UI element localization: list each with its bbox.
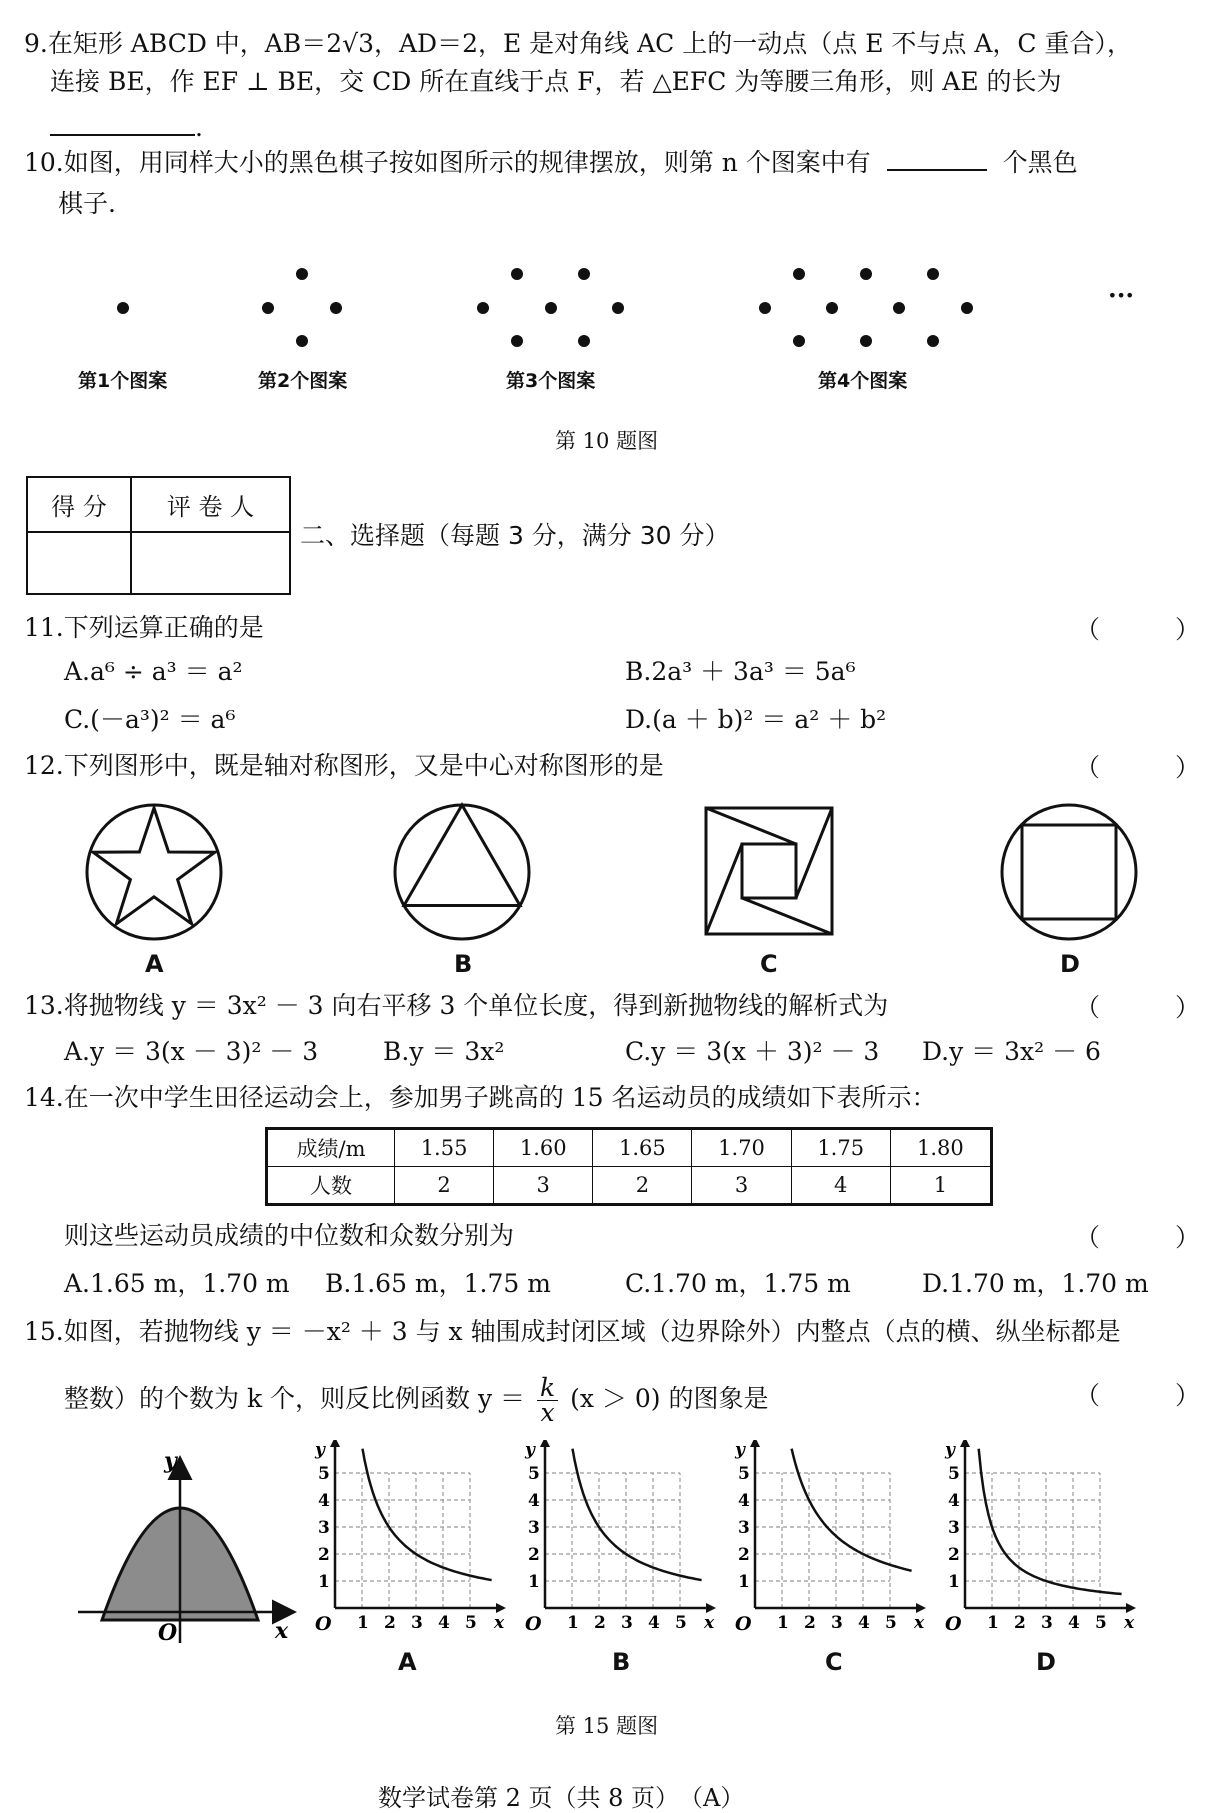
q13-option-a: A.y ＝ 3(x － 3)² － 3 — [64, 1037, 319, 1066]
table-cell: 4 — [791, 1167, 890, 1205]
q15-graph-a — [305, 1440, 510, 1644]
q13-option-b: B.y ＝ 3x² — [383, 1037, 505, 1066]
x-tick-label: 1 — [987, 1613, 999, 1633]
q12-label-a: A — [145, 950, 164, 978]
axis-y-label: y — [735, 1440, 745, 1460]
origin-label: O — [945, 1613, 962, 1635]
q15-graph-c — [725, 1440, 930, 1644]
q12-stem: 12.下列图形中，既是轴对称图形，又是中心对称图形的是 — [24, 751, 664, 780]
q15-line2b: (x ＞ 0) 的图象是 — [570, 1384, 769, 1413]
score-box-grader-cell[interactable] — [131, 532, 290, 594]
q15-label-b: B — [612, 1648, 631, 1676]
pattern-4-dots — [759, 268, 973, 347]
reciprocal-graph — [515, 1440, 720, 1640]
q14-table — [265, 1127, 993, 1206]
table-cell: 1.75 — [791, 1129, 890, 1167]
pattern-3-dots — [477, 268, 624, 347]
q9-line1: 9.在矩形 ABCD 中，AB＝2√3，AD＝2，E 是对角线 AC 上的一动点（点 E 不与点 A，C 重合）， — [24, 29, 1132, 58]
table-cell: 3 — [692, 1167, 791, 1205]
q15-fraction-numerator: k — [537, 1376, 558, 1401]
table-cell: 2 — [593, 1167, 692, 1205]
pattern-1-dots — [117, 302, 129, 314]
q14-question: 则这些运动员成绩的中位数和众数分别为 — [64, 1221, 515, 1250]
q11-option-b: B.2a³ ＋ 3a³ ＝ 5a⁶ — [625, 657, 856, 686]
reciprocal-curve — [363, 1449, 492, 1580]
table-cell: 3 — [494, 1167, 593, 1205]
table-cell: 人数 — [267, 1167, 395, 1205]
y-tick-label: 4 — [318, 1491, 330, 1511]
q9-answer-line — [50, 110, 203, 146]
q13-option-d: D.y ＝ 3x² － 6 — [922, 1037, 1101, 1066]
x-tick-label: 1 — [357, 1613, 369, 1633]
reciprocal-graph — [725, 1440, 930, 1640]
q14-answer-paren[interactable]: （ ） — [1075, 1223, 1201, 1252]
x-axis-arrow — [706, 1603, 716, 1613]
table-cell: 1.70 — [692, 1129, 791, 1167]
origin-label: O — [735, 1613, 752, 1635]
x-tick-label: 4 — [648, 1613, 660, 1633]
q11-stem: 11.下列运算正确的是 — [24, 613, 264, 642]
y-tick-label: 4 — [528, 1491, 540, 1511]
axis-y-label: y — [315, 1440, 325, 1460]
q14-option-a: A.1.65 m，1.70 m — [64, 1269, 290, 1298]
score-box — [26, 476, 291, 595]
q11-option-a: A.a⁶ ÷ a³ ＝ a² — [64, 657, 243, 686]
q14-option-b: B.1.65 m，1.75 m — [325, 1269, 551, 1298]
axis-y-label: y — [164, 1448, 177, 1474]
x-tick-label: 2 — [384, 1613, 396, 1633]
x-tick-label: 2 — [804, 1613, 816, 1633]
y-tick-label: 1 — [528, 1572, 540, 1592]
q12-figures — [0, 795, 1220, 945]
x-tick-label: 3 — [831, 1613, 843, 1633]
axis-x-label: x — [704, 1613, 715, 1633]
q15-label-d: D — [1036, 1648, 1056, 1676]
x-tick-label: 5 — [1095, 1613, 1107, 1633]
y-tick-label: 4 — [738, 1491, 750, 1511]
section2-title: 二、选择题（每题 3 分，满分 30 分） — [300, 521, 730, 550]
y-tick-label: 5 — [948, 1464, 960, 1484]
q15-graph-b — [515, 1440, 720, 1644]
y-tick-label: 3 — [318, 1518, 330, 1538]
y-tick-label: 4 — [948, 1491, 960, 1511]
q10-caption-3: 第3个图案 — [506, 370, 596, 392]
q10-caption-1: 第1个图案 — [78, 370, 168, 392]
x-tick-label: 3 — [1041, 1613, 1053, 1633]
q10-pattern-figure — [0, 220, 1220, 360]
q15-graph-d — [935, 1440, 1140, 1644]
q15-parabola-figure — [70, 1448, 300, 1648]
star-in-circle-shape — [87, 805, 221, 939]
table-cell: 1.55 — [395, 1129, 494, 1167]
axis-x-label: x — [494, 1613, 505, 1633]
x-tick-label: 1 — [777, 1613, 789, 1633]
x-tick-label: 5 — [465, 1613, 477, 1633]
axis-y-label: y — [525, 1440, 535, 1460]
x-axis-arrow — [916, 1603, 926, 1613]
q12-label-d: D — [1060, 950, 1080, 978]
y-tick-label: 5 — [318, 1464, 330, 1484]
x-tick-label: 4 — [438, 1613, 450, 1633]
q10-caption-4: 第4个图案 — [818, 370, 908, 392]
page-footer: 数学试卷第 2 页（共 8 页） （A） — [378, 1784, 745, 1812]
origin-label: O — [525, 1613, 542, 1635]
y-tick-label: 5 — [528, 1464, 540, 1484]
q14-table-row-score — [267, 1129, 992, 1167]
y-tick-label: 3 — [528, 1518, 540, 1538]
x-tick-label: 5 — [885, 1613, 897, 1633]
q15-fraction — [537, 1373, 558, 1427]
y-tick-label: 3 — [948, 1518, 960, 1538]
q14-table-row-count — [267, 1167, 992, 1205]
score-box-score-cell[interactable] — [27, 532, 131, 594]
y-tick-label: 1 — [318, 1572, 330, 1592]
x-tick-label: 2 — [1014, 1613, 1026, 1633]
q10-answer-blank[interactable] — [887, 149, 987, 171]
y-tick-label: 1 — [948, 1572, 960, 1592]
q14-stem: 14.在一次中学生田径运动会上，参加男子跳高的 15 名运动员的成绩如下表所示： — [24, 1083, 937, 1112]
y-tick-label: 5 — [738, 1464, 750, 1484]
q9-answer-blank[interactable] — [50, 114, 195, 136]
q14-option-d: D.1.70 m，1.70 m — [922, 1269, 1149, 1298]
reciprocal-graph — [935, 1440, 1140, 1640]
q12-label-c: C — [760, 950, 778, 978]
x-tick-label: 4 — [1068, 1613, 1080, 1633]
score-box-col2: 评 卷 人 — [131, 477, 290, 532]
table-cell: 2 — [395, 1167, 494, 1205]
q15-answer-paren[interactable]: （ ） — [1075, 1381, 1201, 1410]
square-in-circle-shape — [1002, 805, 1136, 939]
q15-line1: 15.如图，若抛物线 y ＝ －x² ＋ 3 与 x 轴围成封闭区域（边界除外）内整点（点的横、纵坐标都是 — [24, 1317, 1121, 1346]
q12-answer-paren[interactable]: （ ） — [1075, 753, 1201, 782]
y-tick-label: 2 — [528, 1545, 540, 1565]
axis-y-label: y — [945, 1440, 955, 1460]
q10-line1a: 10.如图，用同样大小的黑色棋子按如图所示的规律摆放，则第 n 个图案中有 — [24, 148, 871, 177]
square-pinwheel-shape — [706, 808, 832, 934]
q11-option-c: C.(－a³)² ＝ a⁶ — [64, 705, 236, 734]
q10-line1b: 个黑色 — [1002, 148, 1078, 177]
q12-label-b: B — [454, 950, 473, 978]
origin-label: O — [315, 1613, 332, 1635]
q13-option-c: C.y ＝ 3(x ＋ 3)² － 3 — [625, 1037, 880, 1066]
q9-end: . — [195, 113, 203, 142]
q10-line1 — [24, 145, 1078, 181]
x-axis-arrow — [1126, 1603, 1136, 1613]
table-cell: 1 — [890, 1167, 991, 1205]
q11-option-d: D.(a ＋ b)² ＝ a² ＋ b² — [625, 705, 887, 734]
q11-answer-paren[interactable]: （ ） — [1075, 615, 1201, 644]
x-tick-label: 5 — [675, 1613, 687, 1633]
q14-option-c: C.1.70 m，1.75 m — [625, 1269, 851, 1298]
x-tick-label: 2 — [594, 1613, 606, 1633]
reciprocal-graph — [305, 1440, 510, 1640]
x-tick-label: 3 — [411, 1613, 423, 1633]
q10-caption-2: 第2个图案 — [258, 370, 348, 392]
q15-label-c: C — [825, 1648, 843, 1676]
q10-ellipsis: ··· — [1108, 281, 1135, 310]
table-cell: 1.65 — [593, 1129, 692, 1167]
reciprocal-curve — [573, 1449, 702, 1580]
y-axis-arrow — [540, 1440, 550, 1447]
y-tick-label: 2 — [318, 1545, 330, 1565]
y-tick-label: 2 — [948, 1545, 960, 1565]
q13-stem: 13.将抛物线 y ＝ 3x² － 3 向右平移 3 个单位长度，得到新抛物线的解析式为 — [24, 991, 889, 1020]
y-tick-label: 3 — [738, 1518, 750, 1538]
y-tick-label: 2 — [738, 1545, 750, 1565]
score-box-col1: 得 分 — [27, 477, 131, 532]
axis-x-label: x — [914, 1613, 925, 1633]
q15-line2 — [64, 1373, 769, 1427]
q10-line2: 棋子. — [58, 189, 116, 218]
axis-x-label: x — [1124, 1613, 1135, 1633]
x-axis-arrow — [496, 1603, 506, 1613]
table-cell: 1.60 — [494, 1129, 593, 1167]
q15-line2a: 整数）的个数为 k 个，则反比例函数 y ＝ — [64, 1384, 526, 1413]
q15-label-a: A — [398, 1648, 417, 1676]
y-tick-label: 1 — [738, 1572, 750, 1592]
q15-figure-caption: 第 15 题图 — [555, 1714, 659, 1738]
pattern-2-dots — [262, 268, 342, 347]
q13-answer-paren[interactable]: （ ） — [1075, 993, 1201, 1022]
table-cell: 1.80 — [890, 1129, 991, 1167]
origin-label: O — [158, 1620, 178, 1646]
axis-x-label: x — [275, 1618, 289, 1644]
x-tick-label: 4 — [858, 1613, 870, 1633]
q10-figure-caption: 第 10 题图 — [555, 429, 659, 453]
y-axis-arrow — [960, 1440, 970, 1447]
q15-fraction-denominator: x — [540, 1398, 555, 1427]
q9-line2: 连接 BE，作 EF ⊥ BE，交 CD 所在直线于点 F，若 △EFC 为等腰三角形，则 AE 的长为 — [50, 67, 1062, 96]
y-axis-arrow — [330, 1440, 340, 1447]
y-axis-arrow — [750, 1440, 760, 1447]
x-tick-label: 3 — [621, 1613, 633, 1633]
table-cell: 成绩/m — [267, 1129, 395, 1167]
triangle-in-circle-shape — [395, 805, 529, 939]
x-tick-label: 1 — [567, 1613, 579, 1633]
